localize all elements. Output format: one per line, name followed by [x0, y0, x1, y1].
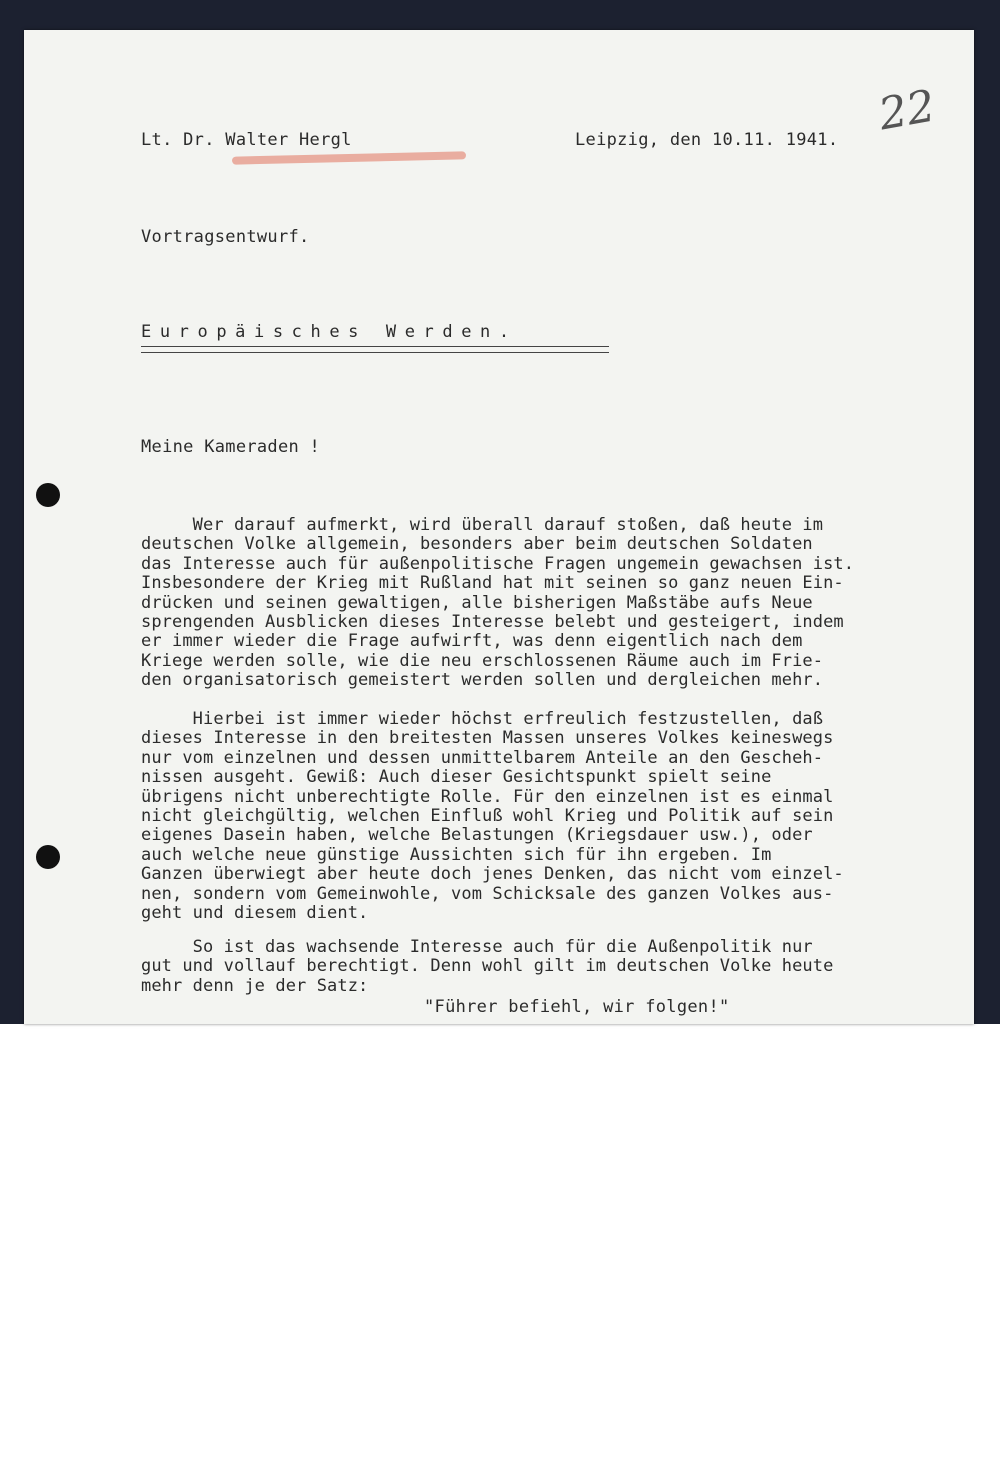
- punch-hole-top: [36, 483, 60, 507]
- punch-hole-bottom: [36, 845, 60, 869]
- place-date-line: Leipzig, den 10.11. 1941.: [575, 130, 839, 150]
- paragraph-2: Hierbei ist immer wieder höchst erfreulich festzustellen, daß dieses Interesse in den breitesten Massen unseres Volkes keineswegs nur vom einzelnen und dessen unmittelbarem Anteile an den Gescheh- nissen ausgeht. Gewiß: Auch dieser Gesichtspunkt spielt seine übrigens nicht unberechtigte Rolle. Für den einzelnen ist es einmal nicht gleichgültig, welchen Einfluß wohl Krieg und Politik auf sein eigenes Dasein haben, welche Belastungen (Kriegsdauer usw.), oder auch welche neue günstige Aussichten sich für ihn ergeben. Im Ganzen überwiegt aber heute doch jenes Denken, das nicht vom einzel- nen, sondern vom Gemeinwohle, vom Schicksale des ganzen Volkes aus- geht und diesem dient.: [141, 709, 844, 924]
- typewritten-page: [24, 30, 974, 1024]
- red-pencil-underline: [232, 151, 466, 164]
- document-title: Europäisches Werden.: [141, 322, 518, 342]
- handwritten-page-number: 22: [874, 80, 940, 141]
- salutation: Meine Kameraden !: [141, 437, 321, 457]
- title-double-underline: [141, 346, 609, 353]
- quote-line: "Führer befiehl, wir folgen!": [424, 997, 730, 1017]
- paragraph-3: So ist das wachsende Interesse auch für die Außenpolitik nur gut und vollauf berechtigt. Denn wohl gilt im deutschen Volke heute mehr denn je der Satz:: [141, 937, 834, 996]
- paragraph-1: Wer darauf aufmerkt, wird überall darauf stoßen, daß heute im deutschen Volke allgemein, besonders aber beim deutschen Soldaten das Interesse auch für außenpolitische Fragen ungemein gewachsen ist. Insbesondere der Krieg mit Rußland hat mit seinen so ganz neuen Ein- drücken und seinen gewaltigen, alle bisherigen Maßstäbe aufs Neue sprengenden Ausblicken dieses Interesse belebt und gesteigert, indem er immer wieder die Frage aufwirft, was denn eigentlich nach dem Kriege werden solle, wie die neu erschlossenen Räume auch im Frie- den organisatorisch gemeistert werden sollen und dergleichen mehr.: [141, 515, 855, 691]
- author-line: Lt. Dr. Walter Hergl: [141, 130, 352, 150]
- document-type: Vortragsentwurf.: [141, 227, 310, 247]
